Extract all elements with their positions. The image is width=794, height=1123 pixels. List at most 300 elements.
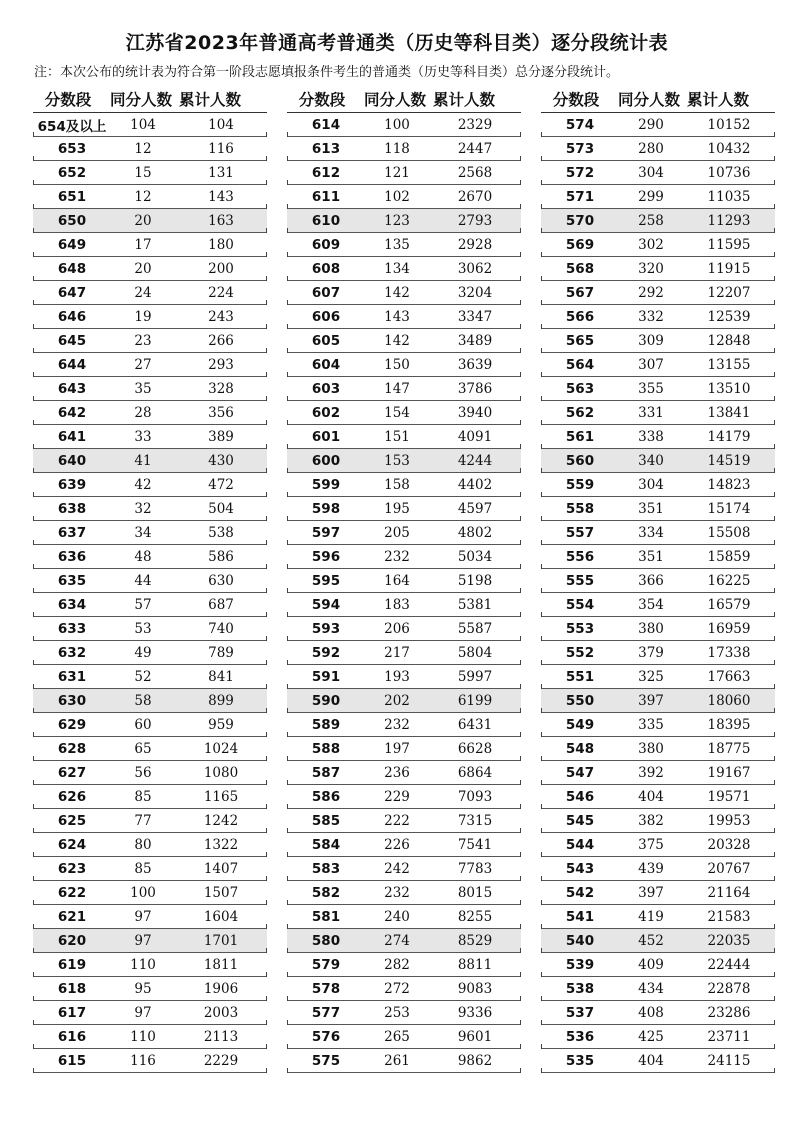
same-count-cell: 56 <box>134 764 152 781</box>
same-count-cell: 397 <box>638 692 664 709</box>
table-row <box>287 233 521 257</box>
score-cell: 602 <box>311 404 341 421</box>
same-count-cell: 85 <box>134 788 152 805</box>
table-row <box>33 833 267 857</box>
score-cell: 635 <box>57 572 87 589</box>
same-count-cell: 309 <box>638 332 664 349</box>
score-cell: 580 <box>311 932 341 949</box>
table-row <box>541 617 775 641</box>
header-score: 分数段 <box>44 91 92 109</box>
score-cell: 547 <box>565 764 595 781</box>
same-count-cell: 355 <box>638 380 664 397</box>
table-row <box>287 161 521 185</box>
score-cell: 570 <box>565 212 595 229</box>
score-cell: 595 <box>311 572 341 589</box>
same-count-cell: 32 <box>134 500 152 517</box>
score-cell: 642 <box>57 404 87 421</box>
same-count-cell: 240 <box>384 908 410 925</box>
score-cell: 599 <box>311 476 341 493</box>
score-cell: 633 <box>57 620 87 637</box>
same-count-cell: 334 <box>638 524 664 541</box>
table-row <box>287 113 521 137</box>
score-cell: 564 <box>565 356 595 373</box>
table-row <box>541 1049 775 1073</box>
score-cell: 582 <box>311 884 341 901</box>
same-count-cell: 42 <box>134 476 152 493</box>
table-row <box>33 593 267 617</box>
table-row <box>287 401 521 425</box>
table-row <box>541 401 775 425</box>
score-cell: 561 <box>565 428 595 445</box>
cumulative-count-cell: 266 <box>208 332 234 349</box>
table-row <box>541 641 775 665</box>
cumulative-count-cell: 389 <box>208 428 234 445</box>
score-cell: 653 <box>57 140 87 157</box>
score-cell: 579 <box>311 956 341 973</box>
table-row <box>287 953 521 977</box>
table-row <box>33 713 267 737</box>
same-count-cell: 280 <box>638 140 664 157</box>
cumulative-count-cell: 20767 <box>707 860 751 877</box>
score-cell: 566 <box>565 308 595 325</box>
cumulative-count-cell: 16959 <box>707 620 751 637</box>
table-row <box>287 353 521 377</box>
same-count-cell: 404 <box>638 1052 664 1069</box>
score-cell: 591 <box>311 668 341 685</box>
score-cell: 577 <box>311 1004 341 1021</box>
score-cell: 643 <box>57 380 87 397</box>
table-row <box>33 737 267 761</box>
cumulative-count-cell: 12539 <box>707 308 751 325</box>
cumulative-count-cell: 8255 <box>457 908 493 925</box>
table-row <box>541 593 775 617</box>
same-count-cell: 12 <box>134 140 152 157</box>
cumulative-count-cell: 9083 <box>457 980 493 997</box>
same-count-cell: 242 <box>384 860 410 877</box>
table-row <box>541 569 775 593</box>
cumulative-count-cell: 6199 <box>457 692 493 709</box>
score-cell: 647 <box>57 284 87 301</box>
table-row <box>287 281 521 305</box>
score-cell: 638 <box>57 500 87 517</box>
score-cell: 541 <box>565 908 595 925</box>
score-cell: 560 <box>565 452 595 469</box>
score-cell: 601 <box>311 428 341 445</box>
cumulative-count-cell: 15859 <box>707 548 751 565</box>
table-row <box>541 281 775 305</box>
same-count-cell: 325 <box>638 668 664 685</box>
same-count-cell: 85 <box>134 860 152 877</box>
cumulative-count-cell: 24115 <box>707 1052 751 1069</box>
score-cell: 578 <box>311 980 341 997</box>
cumulative-count-cell: 1242 <box>203 812 239 829</box>
same-count-cell: 164 <box>384 572 410 589</box>
cumulative-count-cell: 899 <box>208 692 234 709</box>
table-row <box>541 473 775 497</box>
same-count-cell: 110 <box>130 1028 156 1045</box>
same-count-cell: 19 <box>134 308 152 325</box>
table-row <box>287 185 521 209</box>
table-row <box>541 521 775 545</box>
cumulative-count-cell: 23711 <box>707 1028 751 1045</box>
cumulative-count-cell: 3489 <box>457 332 493 349</box>
score-cell: 584 <box>311 836 341 853</box>
score-cell: 535 <box>565 1052 595 1069</box>
same-count-cell: 217 <box>384 644 410 661</box>
cumulative-count-cell: 841 <box>208 668 234 685</box>
same-count-cell: 290 <box>638 116 664 133</box>
score-cell: 605 <box>311 332 341 349</box>
table-column-3 <box>541 86 775 1073</box>
same-count-cell: 265 <box>384 1028 410 1045</box>
same-count-cell: 33 <box>134 428 152 445</box>
same-count-cell: 154 <box>384 404 410 421</box>
table-body-2 <box>287 113 521 1073</box>
same-count-cell: 282 <box>384 956 410 973</box>
score-cell: 597 <box>311 524 341 541</box>
table-row <box>287 881 521 905</box>
table-header <box>287 86 521 113</box>
score-cell: 634 <box>57 596 87 613</box>
table-body-3 <box>541 113 775 1073</box>
table-row <box>33 521 267 545</box>
score-cell: 587 <box>311 764 341 781</box>
cumulative-count-cell: 4402 <box>457 476 493 493</box>
score-cell: 549 <box>565 716 595 733</box>
same-count-cell: 205 <box>384 524 410 541</box>
score-cell: 593 <box>311 620 341 637</box>
same-count-cell: 80 <box>134 836 152 853</box>
cumulative-count-cell: 8811 <box>457 956 493 973</box>
table-row <box>541 689 775 713</box>
table-row <box>541 1025 775 1049</box>
score-cell: 545 <box>565 812 595 829</box>
same-count-cell: 338 <box>638 428 664 445</box>
table-row <box>287 137 521 161</box>
cumulative-count-cell: 2568 <box>457 164 493 181</box>
same-count-cell: 15 <box>134 164 152 181</box>
score-cell: 585 <box>311 812 341 829</box>
score-cell: 559 <box>565 476 595 493</box>
same-count-cell: 147 <box>384 380 410 397</box>
score-cell: 542 <box>565 884 595 901</box>
cumulative-count-cell: 9601 <box>457 1028 493 1045</box>
cumulative-count-cell: 5997 <box>457 668 493 685</box>
cumulative-count-cell: 22035 <box>707 932 751 949</box>
table-row <box>33 425 267 449</box>
table-row <box>541 881 775 905</box>
cumulative-count-cell: 504 <box>208 500 234 517</box>
same-count-cell: 20 <box>134 212 152 229</box>
cumulative-count-cell: 5381 <box>457 596 493 613</box>
table-row <box>287 377 521 401</box>
table-row <box>33 569 267 593</box>
cumulative-count-cell: 5804 <box>457 644 493 661</box>
cumulative-count-cell: 13841 <box>707 404 751 421</box>
cumulative-count-cell: 293 <box>208 356 234 373</box>
table-row <box>33 377 267 401</box>
table-row <box>287 1025 521 1049</box>
cumulative-count-cell: 5198 <box>457 572 493 589</box>
header-score: 分数段 <box>298 91 346 109</box>
score-cell: 612 <box>311 164 341 181</box>
table-note: 注：本次公布的统计表为符合第一阶段志愿填报条件考生的普通类（历史等科目类）总分逐分段统计。 <box>34 65 620 80</box>
table-row <box>287 473 521 497</box>
score-cell: 600 <box>311 452 341 469</box>
cumulative-count-cell: 131 <box>208 164 234 181</box>
table-row <box>541 137 775 161</box>
cumulative-count-cell: 18060 <box>707 692 751 709</box>
same-count-cell: 397 <box>638 884 664 901</box>
score-cell: 631 <box>57 668 87 685</box>
cumulative-count-cell: 13510 <box>707 380 751 397</box>
same-count-cell: 354 <box>638 596 664 613</box>
cumulative-count-cell: 16579 <box>707 596 751 613</box>
score-cell: 558 <box>565 500 595 517</box>
same-count-cell: 380 <box>638 620 664 637</box>
score-cell: 553 <box>565 620 595 637</box>
score-cell: 621 <box>57 908 87 925</box>
cumulative-count-cell: 3204 <box>457 284 493 301</box>
same-count-cell: 41 <box>134 452 152 469</box>
cumulative-count-cell: 740 <box>208 620 234 637</box>
same-count-cell: 28 <box>134 404 152 421</box>
table-row <box>287 857 521 881</box>
same-count-cell: 202 <box>384 692 410 709</box>
table-row <box>287 617 521 641</box>
table-row <box>541 1001 775 1025</box>
score-cell: 557 <box>565 524 595 541</box>
table-row <box>541 905 775 929</box>
cumulative-count-cell: 14823 <box>707 476 751 493</box>
table-row <box>541 185 775 209</box>
cumulative-count-cell: 10152 <box>707 116 751 133</box>
score-cell: 544 <box>565 836 595 853</box>
score-cell: 641 <box>57 428 87 445</box>
same-count-cell: 375 <box>638 836 664 853</box>
score-cell: 651 <box>57 188 87 205</box>
cumulative-count-cell: 4244 <box>457 452 493 469</box>
cumulative-count-cell: 6864 <box>457 764 493 781</box>
same-count-cell: 104 <box>130 116 156 133</box>
same-count-cell: 299 <box>638 188 664 205</box>
cumulative-count-cell: 1080 <box>203 764 239 781</box>
same-count-cell: 151 <box>384 428 410 445</box>
cumulative-count-cell: 1165 <box>203 788 239 805</box>
same-count-cell: 229 <box>384 788 410 805</box>
table-row <box>287 1049 521 1073</box>
table-row <box>541 785 775 809</box>
table-row <box>287 641 521 665</box>
cumulative-count-cell: 3786 <box>457 380 493 397</box>
cumulative-count-cell: 14179 <box>707 428 751 445</box>
cumulative-count-cell: 1507 <box>203 884 239 901</box>
cumulative-count-cell: 163 <box>208 212 234 229</box>
score-cell: 563 <box>565 380 595 397</box>
table-row <box>287 305 521 329</box>
same-count-cell: 292 <box>638 284 664 301</box>
table-row <box>287 905 521 929</box>
table-row <box>541 113 775 137</box>
table-row <box>287 521 521 545</box>
table-row <box>287 929 521 953</box>
score-cell: 536 <box>565 1028 595 1045</box>
table-row <box>33 305 267 329</box>
cumulative-count-cell: 11915 <box>707 260 751 277</box>
cumulative-count-cell: 6628 <box>457 740 493 757</box>
same-count-cell: 143 <box>384 308 410 325</box>
table-row <box>33 905 267 929</box>
table-row <box>541 545 775 569</box>
score-cell: 555 <box>565 572 595 589</box>
same-count-cell: 197 <box>384 740 410 757</box>
score-cell: 554 <box>565 596 595 613</box>
same-count-cell: 193 <box>384 668 410 685</box>
table-row <box>33 785 267 809</box>
same-count-cell: 95 <box>134 980 152 997</box>
cumulative-count-cell: 22444 <box>707 956 751 973</box>
cumulative-count-cell: 180 <box>208 236 234 253</box>
table-row <box>33 1049 267 1073</box>
table-row <box>541 761 775 785</box>
table-row <box>541 833 775 857</box>
table-row <box>33 401 267 425</box>
cumulative-count-cell: 20328 <box>707 836 751 853</box>
same-count-cell: 232 <box>384 884 410 901</box>
table-row <box>541 161 775 185</box>
score-cell: 574 <box>565 116 595 133</box>
score-cell: 636 <box>57 548 87 565</box>
score-cell: 537 <box>565 1004 595 1021</box>
score-cell: 583 <box>311 860 341 877</box>
score-cell: 610 <box>311 212 341 229</box>
same-count-cell: 35 <box>134 380 152 397</box>
same-count-cell: 366 <box>638 572 664 589</box>
same-count-cell: 23 <box>134 332 152 349</box>
score-cell: 550 <box>565 692 595 709</box>
cumulative-count-cell: 8529 <box>457 932 493 949</box>
score-cell: 594 <box>311 596 341 613</box>
same-count-cell: 404 <box>638 788 664 805</box>
score-cell: 637 <box>57 524 87 541</box>
same-count-cell: 380 <box>638 740 664 757</box>
score-cell: 613 <box>311 140 341 157</box>
score-cell: 606 <box>311 308 341 325</box>
cumulative-count-cell: 7541 <box>457 836 493 853</box>
score-cell: 615 <box>57 1052 87 1069</box>
cumulative-count-cell: 17663 <box>707 668 751 685</box>
score-cell: 589 <box>311 716 341 733</box>
cumulative-count-cell: 8015 <box>457 884 493 901</box>
header-same-count: 同分人数 <box>363 91 426 109</box>
cumulative-count-cell: 1811 <box>203 956 239 973</box>
same-count-cell: 392 <box>638 764 664 781</box>
cumulative-count-cell: 21164 <box>707 884 751 901</box>
same-count-cell: 351 <box>638 548 664 565</box>
cumulative-count-cell: 1701 <box>203 932 239 949</box>
same-count-cell: 134 <box>384 260 410 277</box>
table-row <box>287 737 521 761</box>
cumulative-count-cell: 11595 <box>707 236 751 253</box>
cumulative-count-cell: 17338 <box>707 644 751 661</box>
cumulative-count-cell: 3062 <box>457 260 493 277</box>
score-cell: 571 <box>565 188 595 205</box>
score-cell: 620 <box>57 932 87 949</box>
score-cell: 629 <box>57 716 87 733</box>
table-row <box>541 449 775 473</box>
table-row <box>33 473 267 497</box>
table-row <box>541 857 775 881</box>
cumulative-count-cell: 14519 <box>707 452 751 469</box>
score-cell: 639 <box>57 476 87 493</box>
cumulative-count-cell: 16225 <box>707 572 751 589</box>
same-count-cell: 452 <box>638 932 664 949</box>
table-row <box>541 809 775 833</box>
table-row <box>287 977 521 1001</box>
same-count-cell: 425 <box>638 1028 664 1045</box>
cumulative-count-cell: 687 <box>208 596 234 613</box>
table-row <box>33 257 267 281</box>
same-count-cell: 53 <box>134 620 152 637</box>
same-count-cell: 123 <box>384 212 410 229</box>
cumulative-count-cell: 104 <box>208 116 234 133</box>
same-count-cell: 304 <box>638 164 664 181</box>
same-count-cell: 97 <box>134 1004 152 1021</box>
score-cell: 548 <box>565 740 595 757</box>
same-count-cell: 58 <box>134 692 152 709</box>
table-row <box>541 425 775 449</box>
cumulative-count-cell: 19571 <box>707 788 751 805</box>
table-row <box>33 761 267 785</box>
score-cell: 607 <box>311 284 341 301</box>
score-cell: 645 <box>57 332 87 349</box>
same-count-cell: 222 <box>384 812 410 829</box>
same-count-cell: 142 <box>384 284 410 301</box>
score-cell: 567 <box>565 284 595 301</box>
same-count-cell: 110 <box>130 956 156 973</box>
table-column-2 <box>287 86 521 1073</box>
cumulative-count-cell: 4597 <box>457 500 493 517</box>
same-count-cell: 118 <box>384 140 410 157</box>
score-cell: 649 <box>57 236 87 253</box>
same-count-cell: 27 <box>134 356 152 373</box>
cumulative-count-cell: 3639 <box>457 356 493 373</box>
same-count-cell: 253 <box>384 1004 410 1021</box>
table-row <box>287 593 521 617</box>
same-count-cell: 258 <box>638 212 664 229</box>
cumulative-count-cell: 12207 <box>707 284 751 301</box>
cumulative-count-cell: 15508 <box>707 524 751 541</box>
table-row <box>287 449 521 473</box>
same-count-cell: 183 <box>384 596 410 613</box>
cumulative-count-cell: 472 <box>208 476 234 493</box>
cumulative-count-cell: 18395 <box>707 716 751 733</box>
table-row <box>33 449 267 473</box>
same-count-cell: 49 <box>134 644 152 661</box>
cumulative-count-cell: 18775 <box>707 740 751 757</box>
cumulative-count-cell: 9862 <box>457 1052 493 1069</box>
table-row <box>541 305 775 329</box>
score-cell: 630 <box>57 692 87 709</box>
table-row <box>287 545 521 569</box>
cumulative-count-cell: 789 <box>208 644 234 661</box>
cumulative-count-cell: 2793 <box>457 212 493 229</box>
same-count-cell: 34 <box>134 524 152 541</box>
table-row <box>33 689 267 713</box>
same-count-cell: 304 <box>638 476 664 493</box>
score-cell: 648 <box>57 260 87 277</box>
cumulative-count-cell: 3347 <box>457 308 493 325</box>
